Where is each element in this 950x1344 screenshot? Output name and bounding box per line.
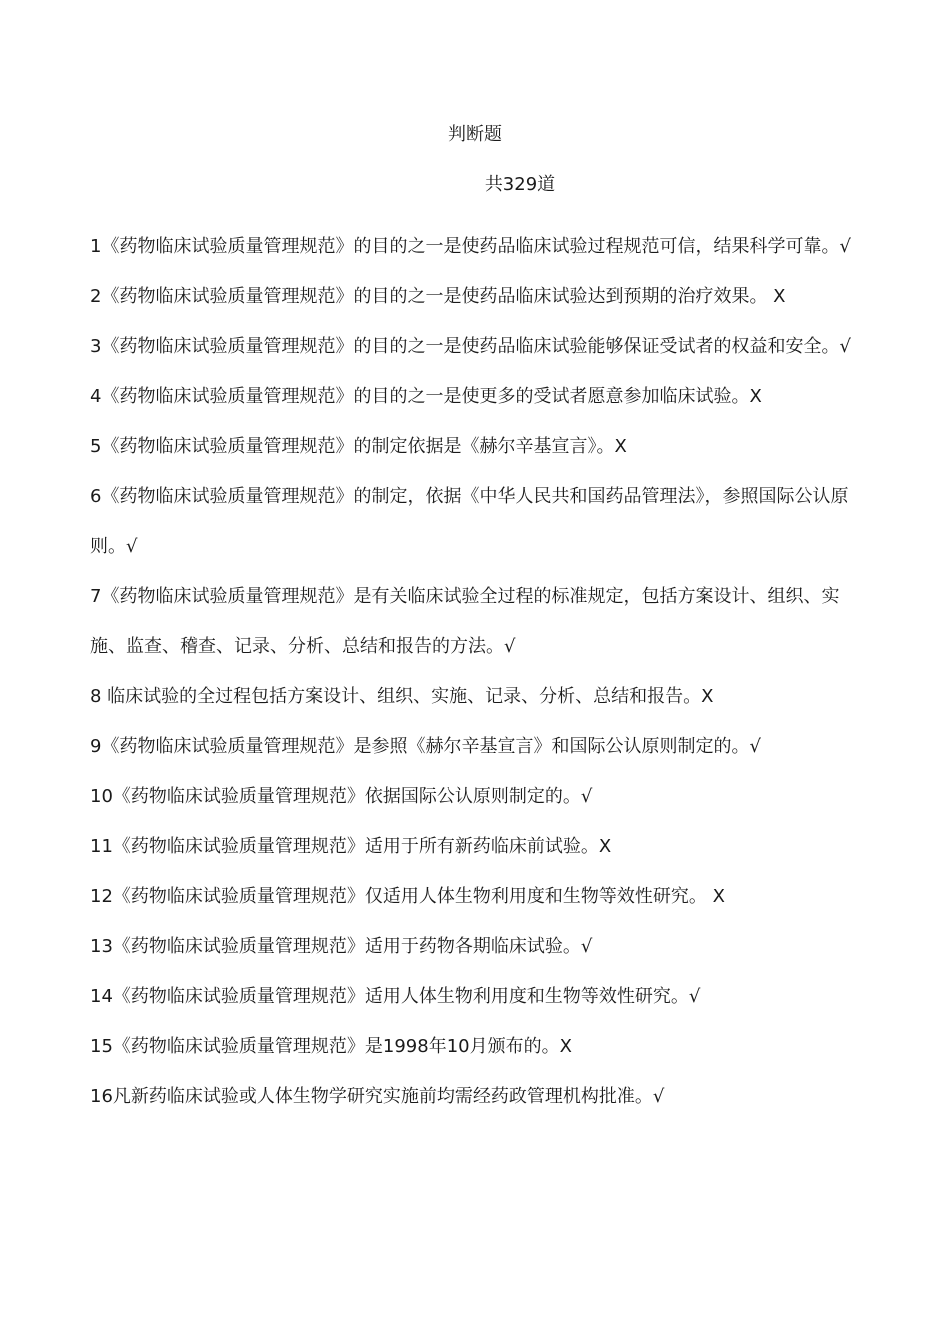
page-subtitle: 共329道 [484, 174, 556, 195]
question-item: 4《药物临床试验质量管理规范》的目的之一是使更多的受试者愿意参加临床试验。X [90, 386, 762, 407]
question-item: 10《药物临床试验质量管理规范》依据国际公认原则制定的。√ [90, 786, 593, 807]
question-item: 7《药物临床试验质量管理规范》是有关临床试验全过程的标准规定，包括方案设计、组织、实施、监查、稽查、记录、分析、总结和报告的方法。√ [90, 586, 840, 657]
question-item: 8 临床试验的全过程包括方案设计、组织、实施、记录、分析、总结和报告。X [90, 686, 714, 707]
question-item: 5《药物临床试验质量管理规范》的制定依据是《赫尔辛基宣言》。X [90, 436, 627, 457]
question-item: 12《药物临床试验质量管理规范》仅适用人体生物利用度和生物等效性研究。 X [90, 886, 725, 907]
question-list [90, 222, 860, 1122]
question-item: 11《药物临床试验质量管理规范》适用于所有新药临床前试验。X [90, 836, 612, 857]
question-item: 16凡新药临床试验或人体生物学研究实施前均需经药政管理机构批准。√ [90, 1086, 665, 1107]
question-item: 9《药物临床试验质量管理规范》是参照《赫尔辛基宣言》和国际公认原则制定的。√ [90, 736, 761, 757]
question-item: 15《药物临床试验质量管理规范》是1998年10月颁布的。X [90, 1036, 572, 1057]
page-title: 判断题 [448, 124, 502, 145]
question-item: 6《药物临床试验质量管理规范》的制定，依据《中华人民共和国药品管理法》，参照国际公认原则。√ [90, 486, 849, 557]
question-item: 1《药物临床试验质量管理规范》的目的之一是使药品临床试验过程规范可信，结果科学可靠。√ [90, 236, 851, 257]
question-item: 2《药物临床试验质量管理规范》的目的之一是使药品临床试验达到预期的治疗效果。 X [90, 286, 786, 307]
question-item: 13《药物临床试验质量管理规范》适用于药物各期临床试验。√ [90, 936, 593, 957]
question-item: 3《药物临床试验质量管理规范》的目的之一是使药品临床试验能够保证受试者的权益和安全。√ [90, 336, 851, 357]
question-item: 14《药物临床试验质量管理规范》适用人体生物利用度和生物等效性研究。√ [90, 986, 701, 1007]
